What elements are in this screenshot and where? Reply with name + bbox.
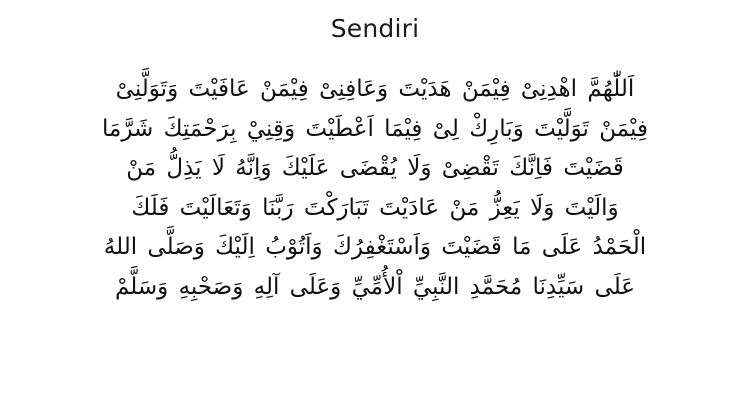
arabic-line: فِيْمَنْ تَوَلَّيْتَ وَبَارِكْ لِىْ فِيْمَا اَعْطَيْتَ وَقِنِيْ بِرَحْمَتِكَ شَرَّمَا bbox=[102, 115, 648, 142]
page-title: Sendiri bbox=[330, 14, 420, 43]
arabic-line: اَللّٰهُمَّ اهْدِنِىْ فِيْمَنْ هَدَيْتَ وَعَافِنِىْ فِيْمَنْ عَافَيْتَ وَتَوَلَّنِىْ bbox=[115, 76, 635, 102]
arabic-line: عَلَى سَيِّدِنَا مُحَمَّدِ النَّبِيِّ اْلأُمِّيِّ وَعَلَى آلِهِ وَصَحْبِهِ وَسَلَّمْ bbox=[114, 273, 636, 300]
arabic-line: وَالَيْتَ وَلَا يَعِزُّ مَنْ عَادَيْتَ تَبَارَكْتَ رَبَّنَا وَتَعَالَيْتَ فَلَكَ bbox=[131, 194, 619, 221]
arabic-text-body bbox=[42, 70, 708, 307]
arabic-line: الْحَمْدُ عَلَى مَا قَضَيْتَ وَاَسْتَغْفِرُكَ وَاَتُوْبُ اِلَيْكَ وَصَلَّى اللهُ bbox=[103, 234, 647, 261]
arabic-line: قَضَيْتَ فَاِنَّكَ تَقْضِىْ وَلَا يُقْضَى عَلَيْكَ وَاِنَّهُ لَا يَذِلُّ مَنْ bbox=[126, 155, 624, 182]
